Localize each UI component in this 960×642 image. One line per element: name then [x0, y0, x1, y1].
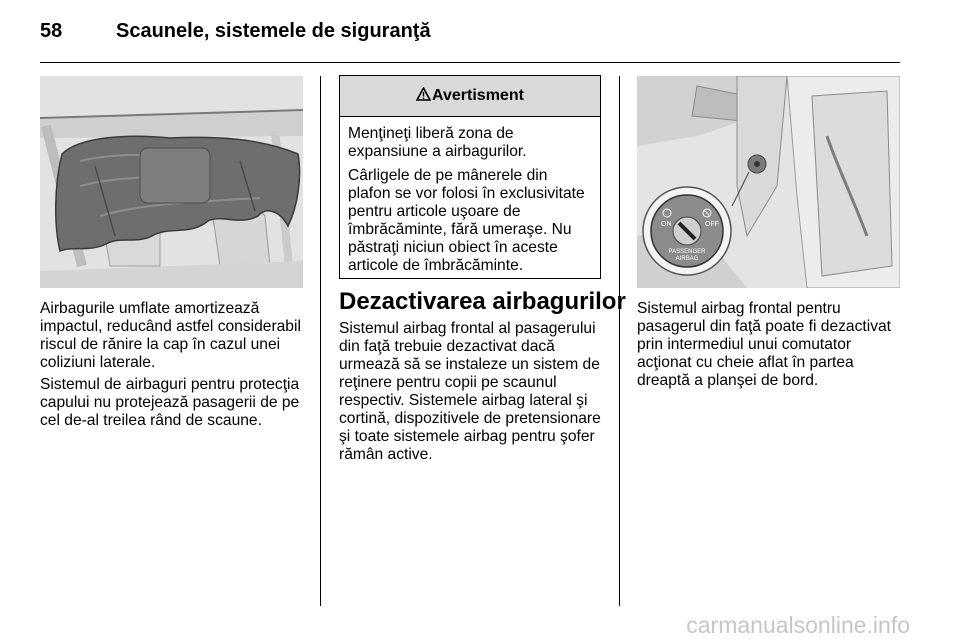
- warning-header: [340, 76, 600, 117]
- watermark: carmanualsonline.info: [686, 612, 910, 638]
- warning-paragraph-2: Cârligele de pe mânerele din plafon se vor folosi în exclusivitate pentru articole uşoare de îmbrăcăminte, fără umeraşe. Nu păstraţi niciun obiect în aceste articole de îmbrăcăminte.: [348, 167, 585, 274]
- curtain-airbag-illustration: [40, 76, 303, 288]
- header-rule: [40, 62, 900, 63]
- airbag-key-switch-illustration: [637, 76, 900, 288]
- col3-paragraph: Sistemul airbag frontal pentru pasagerul din faţă poate fi dezactivat prin intermediul unui comutator acţionat cu cheie aflat în partea dreaptă a planşei de bord.: [637, 300, 891, 389]
- switch-label-passenger: PASSENGER: [668, 249, 706, 255]
- warning-triangle-icon: [416, 86, 431, 106]
- col1-paragraph-1: Airbagurile umflate amortizează impactul, reducând astfel considerabil riscul de rănire la cap în cazul unei coliziuni laterale.: [40, 300, 301, 371]
- warning-body: [340, 117, 600, 275]
- column-divider-2: [619, 76, 620, 606]
- column-divider-1: [320, 76, 321, 606]
- warning-title: Avertisment: [432, 87, 524, 104]
- section-heading: Dezactivarea airbagurilor: [339, 288, 626, 315]
- page-number: 58: [40, 20, 63, 42]
- col2-paragraph: Sistemul airbag frontal al pasagerului din faţă trebuie dezactivat dacă urmează să se instaleze un sistem de reţinere pentru copii pe scaunul respectiv. Sistemele airbag lateral şi cortină, dispozitivele de pretensionare şi toate sistemele airbag pentru şofer rămân active.: [339, 320, 601, 463]
- warning-paragraph-1: Menţineţi liberă zona de expansiune a airbagurilor.: [348, 125, 527, 160]
- warning-box: [339, 75, 601, 279]
- switch-label-airbag: AIRBAG: [675, 256, 699, 262]
- switch-label-on: ON: [661, 221, 672, 228]
- page-title: Scaunele, sistemele de siguranţă: [116, 20, 431, 42]
- switch-label-off: OFF: [705, 221, 719, 228]
- col1-paragraph-2: Sistemul de airbaguri pentru protecţia capului nu protejează pasagerii de pe cel de-al treilea rând de scaune.: [40, 376, 300, 429]
